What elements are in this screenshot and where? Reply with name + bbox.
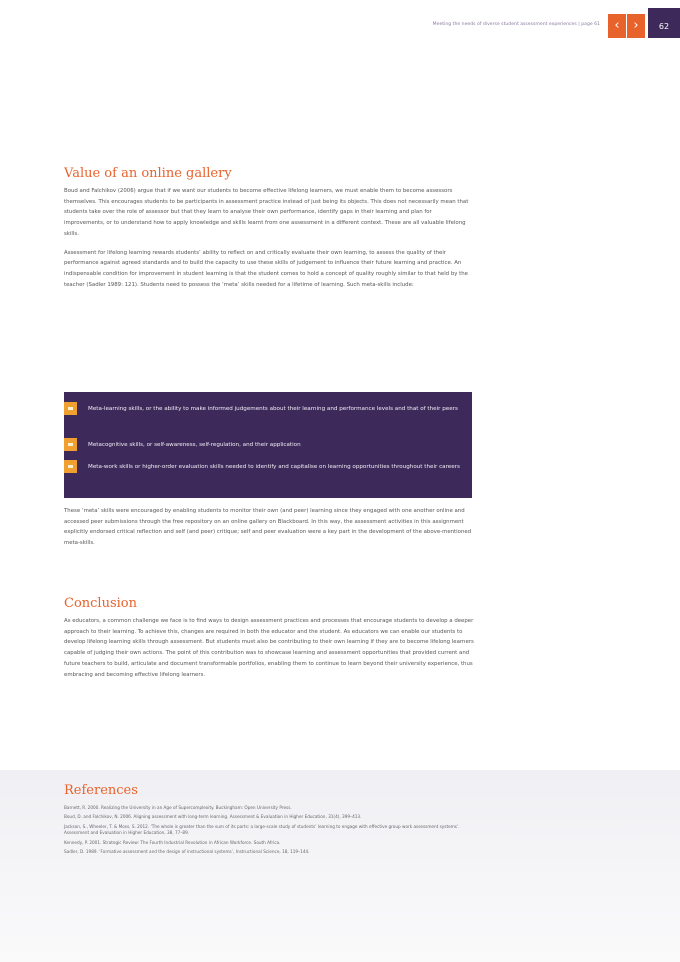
bullet-icon (64, 438, 77, 451)
chevron-left-icon: ‹ (614, 18, 620, 33)
list-item: Meta-work skills or higher-order evaluation skills needed to identify and capitalise on learning opportunities throughout their careers (64, 460, 472, 486)
bullet-icon (64, 460, 77, 473)
paragraph: As educators, a common challenge we face is to find ways to design assessment practices and processes that encourage students to develop a deeper approach to their learning. To achieve this, changes are required in both the educator and the student. As educators we can enable our students to develop lifelong learning skills through assessment. But students must also be contributing to their own learning if they are to become lifelong learners capable of judging their own actions. The point of this contribution was to showcase learning and assessment opportunities that provided current and future teachers to build, articulate and document transformable portfolios, enabling them to continue to learn beyond their university experience, thus embracing and becoming effective lifelong learners. (64, 618, 474, 678)
section-title: Conclusion (64, 596, 137, 611)
meta-skills-callout (64, 392, 472, 498)
page-number: 62 (648, 8, 680, 38)
running-head: Meeting the needs of diverse student assessment experiences | page 61 (432, 22, 600, 27)
next-page-button[interactable] (627, 14, 645, 38)
section-after-callout (64, 506, 474, 557)
reference-item: Boud, D. and Falchikov, N. 2006. Aligning assessment with long-term learning. Assessment & Evaluation in Higher Education, 31(4), 399–413. (64, 814, 362, 820)
chevron-right-icon: › (633, 18, 639, 33)
section-value-online-gallery (64, 166, 474, 298)
reference-item: Barnett, R. 2000. Realizing the University in an Age of Supercomplexity. Buckingham: Open University Press. (64, 805, 292, 810)
list-item: Meta-learning skills, or the ability to make informed judgements about their learning and performance levels and that of their peers (64, 402, 472, 428)
reference-item: Jackson, S., Wheeler, T. & Moss, S. 2012. ‘The whole is greater than the sum of its parts: a large-scale study of students’ learning to engage with effective group work assessment systems’. Assessment and Evaluation in Higher Education, 38, 77–89. (64, 823, 460, 836)
list-item: Metacognitive skills, or self-awareness, self-regulation, and their application (64, 438, 472, 452)
references-section (64, 783, 484, 858)
paragraph: These ‘meta’ skills were encouraged by enabling students to monitor their own (and peer) learning since they engaged with one another online and accessed peer submissions through the free repository on an online gallery on Blackboard. In this way, the assessment activities in this assignment explicitly endorsed critical reflection and self (and peer) critique; self and peer evaluation were a key part in the development of the above-mentioned meta-skills. (64, 508, 472, 547)
section-conclusion (64, 596, 474, 688)
reference-item: Kennedy, P. 2001. Strategic Review: The Fourth Industrial Revolution in African Workforce. South Africa. (64, 839, 281, 845)
bullet-icon (64, 402, 77, 415)
reference-item: Sadler, D. 1989. ‘Formative assessment and the design of instructional systems’, Instructional Science, 18, 119–144. (64, 849, 310, 855)
previous-page-button[interactable] (608, 14, 626, 38)
section-title: Value of an online gallery (64, 166, 232, 181)
section-title: References (64, 783, 138, 798)
paragraph: Boud and Falchikov (2006) argue that if we want our students to become effective lifelong learners, we must enable them to become assessors themselves. This encourages students to be participants in assessment practice instead of just being its objects. This does not necessarily mean that students take over the role of assessor but that they learn to analyse their own performance, identify gaps in their learning and plan for improvements, or to understand how to apply knowledge and skills learnt from one assessment in a different context. These are all valuable lifelong skills. (64, 188, 469, 237)
paragraph: Assessment for lifelong learning rewards students’ ability to reflect on and critically evaluate their own learning, to assess the quality of their performance against agreed standards and to build the capacity to use these skills of judgement to influence their future learning and practice. An indispensable condition for improvement in student learning is that the student comes to hold a concept of quality roughly similar to that held by the teacher (Sadler 1989: 121). Students need to possess the ‘meta’ skills needed for a lifetime of learning. Such meta-skills include: (64, 249, 468, 288)
